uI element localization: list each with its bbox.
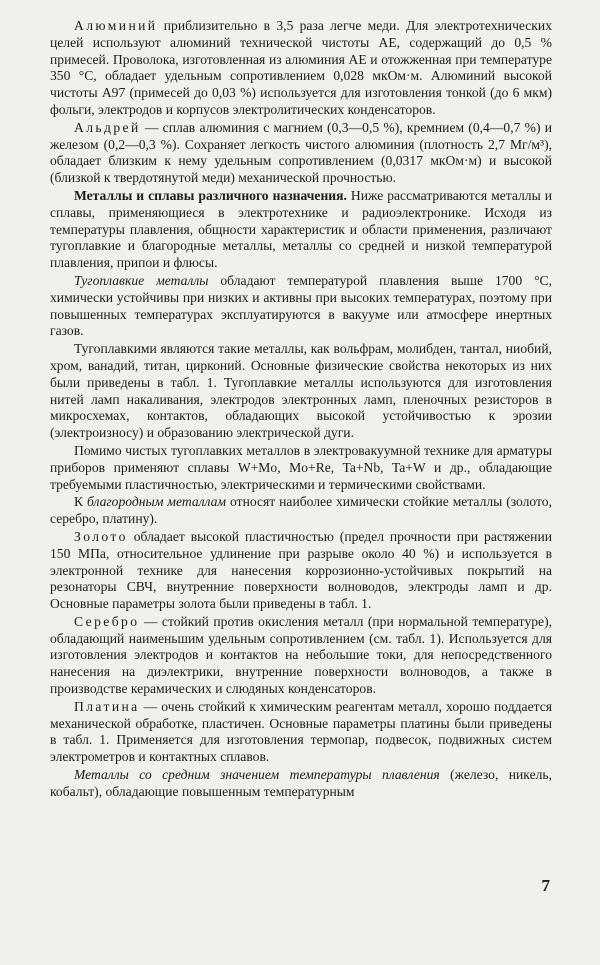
paragraph-text: приблизительно в 3,5 раза легче меди. Для электротехнических целей используют алюминий технической чистоты АЕ, содержащий до 0,5 % примесей. Проволока, изготовленная из алюминия АЕ и отожженная при температуре 350 °С, обладает удельным сопротивлением 0,028 мкОм·м. Алюминий высокой чистоты А97 (примесей до 0,03 %) используется для изготовления тонкой (до 6 мкм) фольги, электродов и корпусов электролитических конденсаторов. [50, 18, 552, 117]
paragraph-text: — сплав алюминия с магнием (0,3—0,5 %), кремнием (0,4—0,7 %) и железом (0,2—0,3 %). Сохраняет легкость чистого алюминия (плотность 2,7 Мг/м³), обладает близким к нему удельным сопротивлением (0,0317 мкОм·м) и высокой (близкой к твердотянутой меди) механической прочностью. [50, 119, 552, 186]
paragraph-text: — стойкий против окисления металл (при нормальной температуре), обладающий наименьшим удельным сопротивлением (см. табл. 1). Используется для изготовления электродов и контактов на небольшие токи, для непосредственного нанесения на диэлектрики, внутренние поверхности волноводов, а также в производстве керамических и слюдяных конденсаторов. [50, 613, 552, 697]
page-number: 7 [541, 876, 550, 895]
paragraph-aluminium [50, 18, 552, 119]
paragraph-gold [50, 529, 552, 613]
paragraph-text: обладают температурой плавления выше 1700 °С, химически устойчивы при низких и активны при высоких температурах, поэтому при повышенных температурах эксплуатируются в вакууме или атмосфере инертных газов. [50, 272, 552, 339]
term-silver: Серебро [74, 613, 140, 629]
paragraph-text: обладает высокой пластичностью (предел прочности при растяжении 150 МПа, относительное удлинение при разрыве около 40 %) и используется в электронной технике для нанесения коррозионно-устойчивых покрытий на резонаторы СВЧ, внутренние поверхности волноводов, электроды ламп и др. Основные параметры золота были приведены в табл. 1. [50, 528, 552, 612]
paragraph-text: К [74, 494, 87, 510]
paragraph-noble [50, 494, 552, 528]
paragraph-text: — очень стойкий к химическим реагентам металл, хорошо поддается механической обработке, пластичен. Основные параметры платины были приведены в табл. 1. Применяется для изготовления термопар, подвесок, подвижных систем электрометров и контактных сплавов. [50, 698, 552, 765]
term-noble-metals: благородным металлам [86, 494, 227, 510]
paragraph-silver [50, 614, 552, 698]
paragraph-text: (железо, никель, кобальт), обладающие повышенным температурным [50, 767, 552, 799]
paragraph-refractory-list [50, 341, 552, 442]
paragraph-aldrey [50, 120, 552, 187]
paragraph-refractory [50, 273, 552, 340]
term-aldrey: Альдрей [74, 119, 141, 135]
term-platinum: Платина [74, 698, 140, 714]
paragraph-text: Помимо чистых тугоплавких металлов в электровакуумной технике для арматуры приборов применяют сплавы W+Mo, Mo+Re, Ta+Nb, Ta+W и др., обладающие требуемыми пластичностью, электрическими и термическими свойствами. [50, 442, 552, 492]
paragraph-text: Ниже рассматриваются металлы и сплавы, применяющиеся в электротехнике и радиоэлектронике. Исходя из температуры плавления, общности характеристик и области применения, различают тугоплавкие и благородные металлы, металлы со средней и низкой температурой плавления, припои и флюсы. [50, 187, 553, 271]
paragraph-metals-alloys [50, 188, 552, 272]
paragraph-platinum [50, 699, 552, 766]
term-medium-melting-metals: Металлы со средним значением температуры плавления [74, 767, 440, 783]
term-aluminium: Алюминий [74, 18, 158, 33]
paragraph-text: Тугоплавкими являются такие металлы, как вольфрам, молибден, тантал, ниобий, хром, ванадий, титан, цирконий. Основные физические свойства некоторых из них были приведены в табл. 1. Тугоплавкие металлы используются для изготовления нитей ламп накаливания, электродов электронных ламп, пленочных резисторов в микросхемах, контактов, обладающих высокой устойчивостью к эрозии (электроизносу) и образованию электрической дуги. [50, 341, 552, 441]
paragraph-alloys [50, 443, 552, 493]
section-heading: Металлы и сплавы различного назначения. [74, 187, 347, 203]
term-refractory-metals: Тугоплавкие металлы [74, 272, 209, 288]
paragraph-text: относят наиболее химически стойкие металлы (золото, серебро, платину). [50, 494, 552, 527]
term-gold: Золото [74, 528, 128, 544]
page-text [50, 18, 552, 801]
paragraph-medium-melting [50, 767, 552, 801]
